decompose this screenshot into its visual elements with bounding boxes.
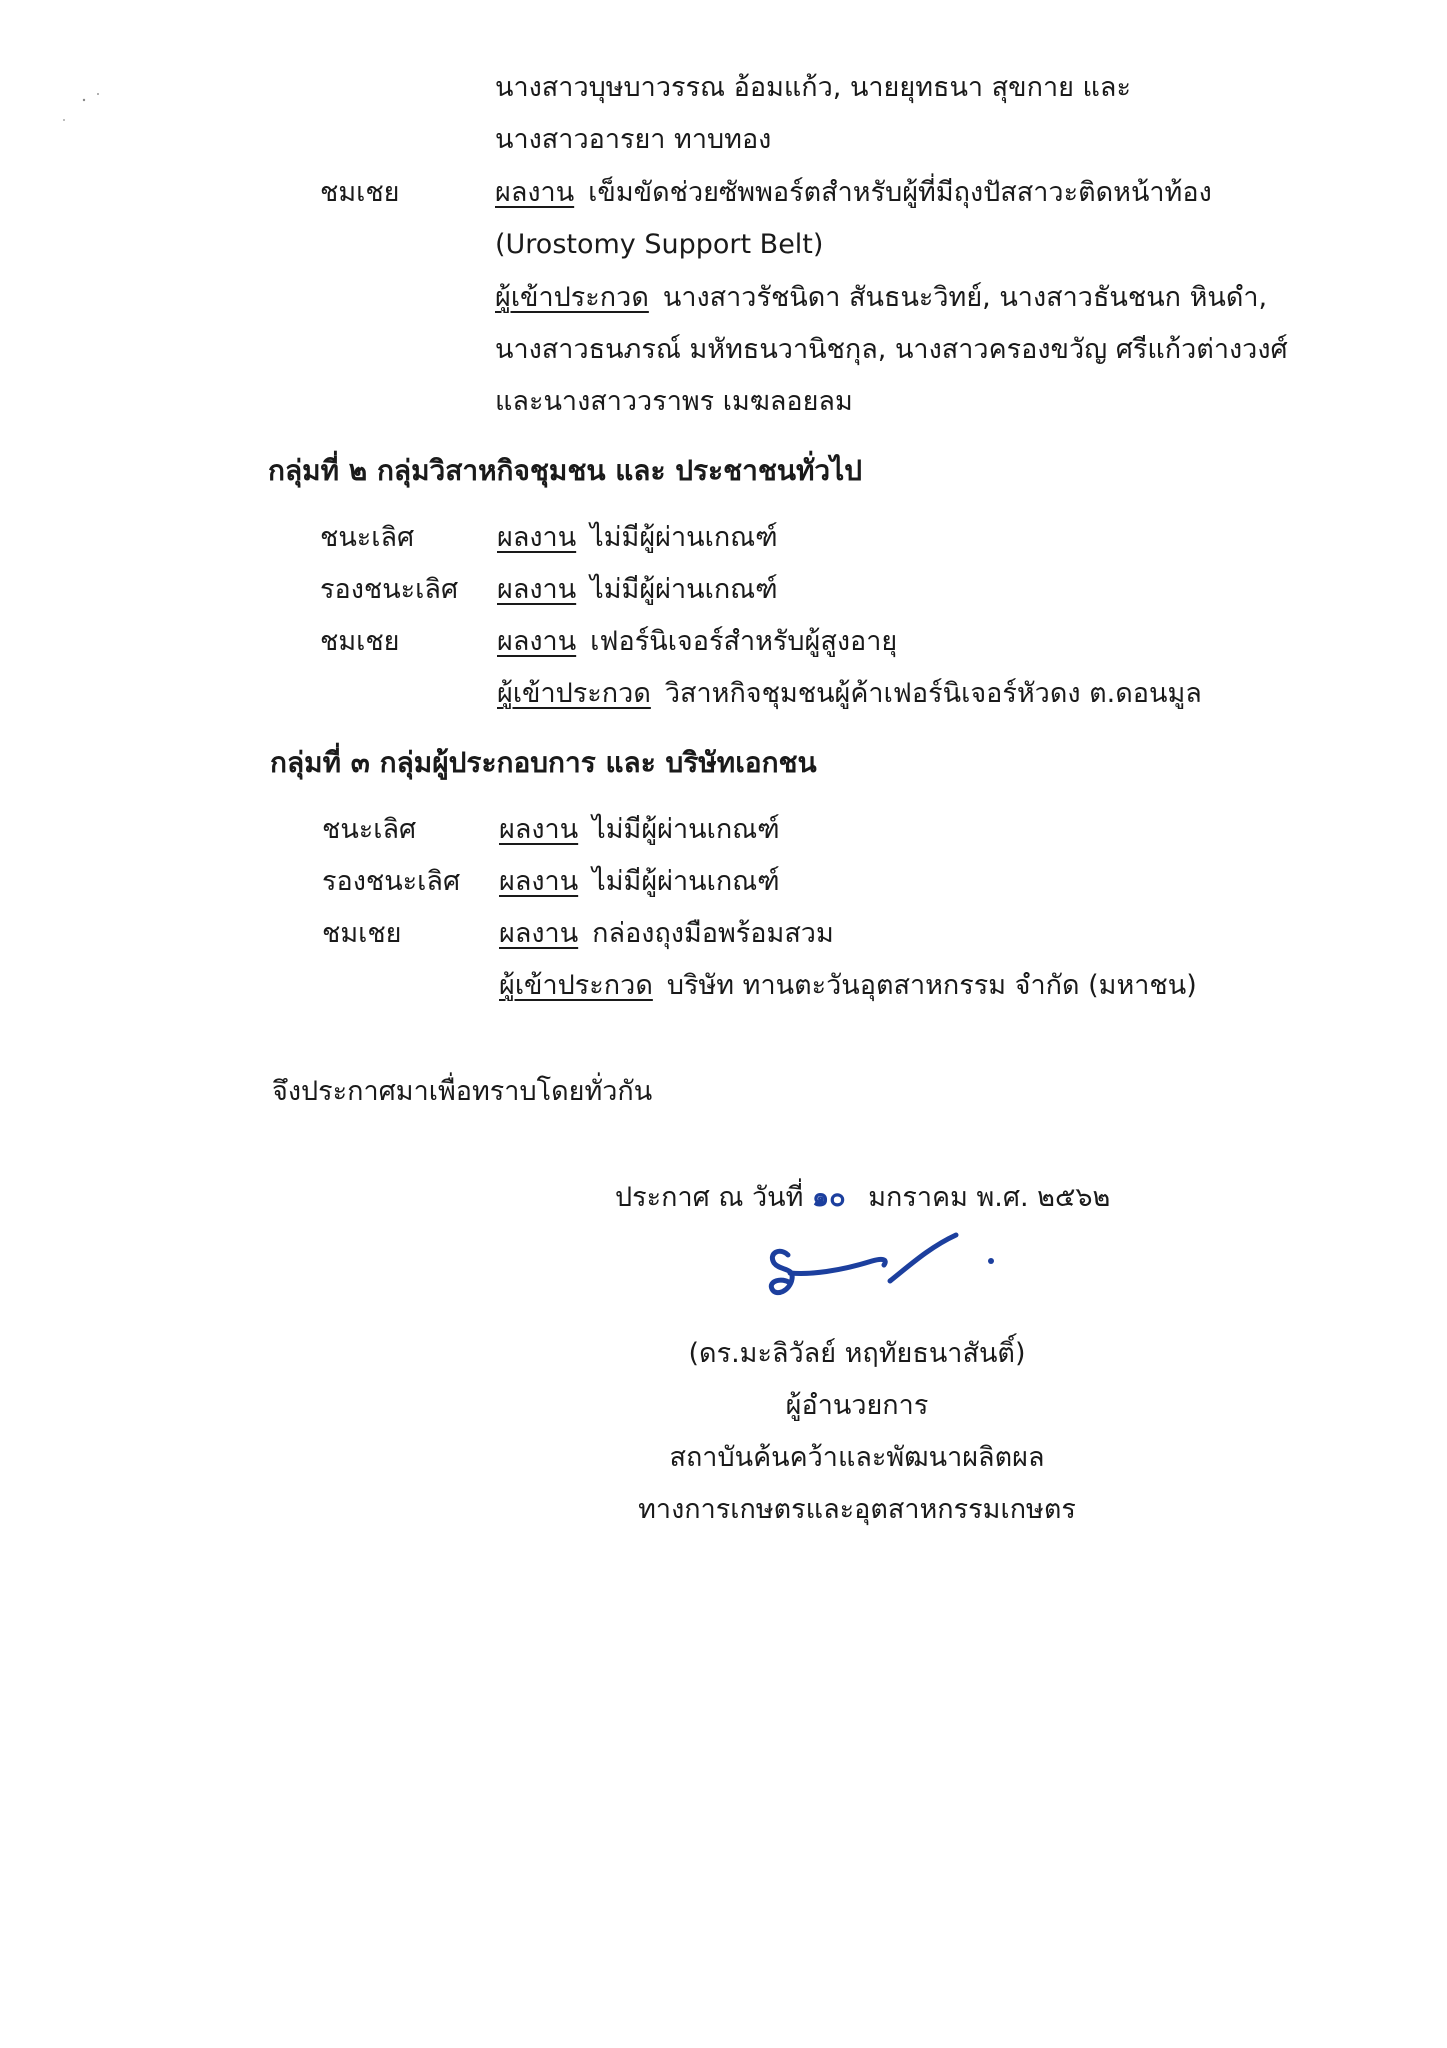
scan-speck-icon [60,80,110,130]
work-line [499,914,834,954]
signatory-position: ผู้อำนวยการ [785,1390,929,1421]
work-title: ไม่มีผู้ผ่านเกณฑ์ [592,814,780,845]
work-label: ผลงาน [497,574,577,605]
work-line [497,570,778,610]
entrant-label: ผู้เข้าประกวด [495,282,649,313]
rank-label: รองชนะเลิศ [320,574,459,605]
entrants-line: นางสาวบุษบาวรรณ อ้อมแก้ว, นายยุทธนา สุขกาย และ [495,72,1131,103]
entrant-names: บริษัท ทานตะวันอุตสาหกรรม จำกัด (มหาชน) [666,970,1197,1001]
entrant-line [499,966,1197,1006]
work-label: ผลงาน [499,918,579,949]
rank-label: ชนะเลิศ [320,522,415,553]
work-label: ผลงาน [495,177,575,208]
entrant-label: ผู้เข้าประกวด [497,678,651,709]
group-heading: กลุ่มที่ ๒ กลุ่มวิสาหกิจชุมชน และ ประชาชนทั่วไป [268,454,863,487]
group-heading: กลุ่มที่ ๓ กลุ่มผู้ประกอบการ และ บริษัทเอกชน [270,746,817,779]
work-title: ไม่มีผู้ผ่านเกณฑ์ [592,866,780,897]
entrant-line [495,278,1267,318]
work-label: ผลงาน [497,626,577,657]
work-line [497,518,778,558]
rank-label: ชมเชย [320,626,400,657]
date-prefix: ประกาศ ณ วันที่ [615,1182,804,1213]
rank-label: ชมเชย [322,918,402,949]
work-line [499,862,780,902]
closing-statement: จึงประกาศมาเพื่อทราบโดยทั่วกัน [272,1076,653,1107]
organization-line: ทางการเกษตรและอุตสาหกรรมเกษตร [638,1494,1076,1525]
work-title: ไม่มีผู้ผ่านเกณฑ์ [590,522,778,553]
work-title: เฟอร์นิเจอร์สำหรับผู้สูงอายุ [590,626,898,657]
work-line [499,810,780,850]
work-title: เข็มขัดช่วยซัพพอร์ตสำหรับผู้ที่มีถุงปัสสาวะติดหน้าท้อง [588,177,1212,208]
work-label: ผลงาน [499,866,579,897]
announcement-date [615,1178,1110,1218]
entrants-line: นางสาวธนภรณ์ มหัทธนวานิชกุล, นางสาวครองขวัญ ศรีแก้วต่างวงศ์ [495,334,1288,365]
date-day: ๑๐ [812,1182,846,1213]
work-title-en: (Urostomy Support Belt) [495,229,824,260]
organization-line: สถาบันค้นคว้าและพัฒนาผลิตผล [669,1442,1045,1473]
rank-label: รองชนะเลิศ [322,866,461,897]
work-line [495,173,1212,213]
work-label: ผลงาน [499,814,579,845]
signatory-name: (ดร.มะลิวัลย์ หฤทัยธนาสันติ์) [688,1338,1026,1369]
work-title: กล่องถุงมือพร้อมสวม [592,918,834,949]
work-line [497,622,897,662]
signature-icon [760,1225,1020,1325]
work-title: ไม่มีผู้ผ่านเกณฑ์ [590,574,778,605]
entrant-names: วิสาหกิจชุมชนผู้ค้าเฟอร์นิเจอร์หัวดง ต.ดอนมูล [664,678,1202,709]
entrants-line: นางสาวอารยา ทาบทอง [495,124,772,155]
entrant-label: ผู้เข้าประกวด [499,970,653,1001]
entrants-line: และนางสาววราพร เมฆลอยลม [495,386,853,417]
entrant-names: นางสาวรัชนิดา สันธนะวิทย์, นางสาวธันชนก หินดำ, [662,282,1268,313]
rank-label: ชมเชย [320,177,400,208]
rank-label: ชนะเลิศ [322,814,417,845]
work-label: ผลงาน [497,522,577,553]
date-month-year: มกราคม พ.ศ. ๒๕๖๒ [868,1182,1111,1213]
entrant-line [497,674,1202,714]
